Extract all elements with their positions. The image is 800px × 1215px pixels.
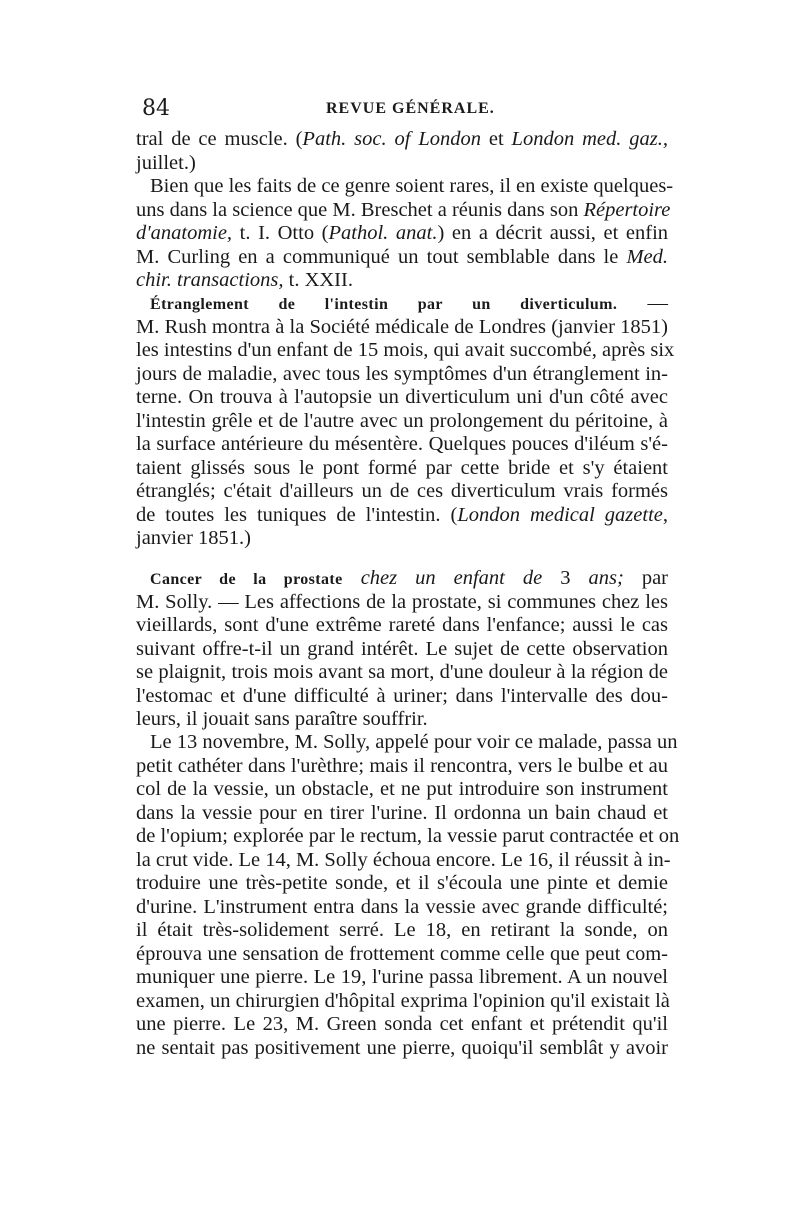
text-line: jours de maladie, avec tous les symptômes d'un étranglement in- — [136, 362, 668, 385]
running-title: REVUE GÉNÉRALE. — [326, 100, 495, 117]
text-line: troduire une très-petite sonde, et il s'écoula une pinte et demie — [136, 872, 668, 894]
section-heading: Étranglement de l'intestin par un diverticulum. — [150, 296, 618, 313]
text-line: il était très-solidement serré. Le 18, en retirant la sonde, on — [136, 919, 668, 941]
paragraph-muscle-citation — [136, 128, 668, 175]
text-line: une pierre. Le 23, M. Green sonda cet enfant et prétendit qu'il — [136, 1013, 668, 1035]
text-line: chir. transactions, t. XXII. — [136, 269, 353, 291]
text-line: juillet.) — [136, 151, 196, 174]
text-line: suivant offre-t-il un grand intérêt. Le sujet de cette observation — [136, 637, 668, 660]
text-line: col de la vessie, un obstacle, et ne put introduire son instrument — [136, 778, 668, 800]
text-line: la crut vide. Le 14, M. Solly échoua encore. Le 16, il réussit à in- — [136, 848, 671, 871]
text-line: éprouva une sensation de frottement comme celle que peut com- — [136, 942, 668, 965]
text-line: les intestins d'un enfant de 15 mois, qui avait succombé, après six — [136, 339, 675, 361]
text-line: étranglés; c'était d'ailleurs un de ces diverticulum vrais formés — [136, 480, 668, 502]
text-line: de l'opium; explorée par le rectum, la vessie parut contractée et on — [136, 825, 680, 847]
text-line: ne sentait pas positivement une pierre, quoiqu'il semblât y avoir — [136, 1036, 668, 1059]
text-line: leurs, il jouait sans paraître souffrir. — [136, 708, 428, 730]
text-line: Étranglement de l'intestin par un diverticulum. — — [150, 292, 669, 314]
text-line: de toutes les tuniques de l'intestin. (London medical gazette, — [136, 503, 668, 526]
text-line: d'anatomie, t. I. Otto (Pathol. anat.) en a décrit aussi, et enfin — [136, 222, 669, 244]
page-number: 84 — [142, 96, 170, 121]
paragraph-rare-cases — [136, 175, 674, 293]
text-line: Cancer de la prostate chez un enfant de 3 ans; par — [150, 567, 669, 589]
page-header — [142, 96, 666, 124]
text-line: Bien que les faits de ce genre soient rares, il en existe quelques- — [150, 175, 674, 197]
text-line: l'intestin grêle et de l'autre avec un prolongement du péritoine, à — [136, 409, 668, 432]
text-line: janvier 1851.) — [136, 527, 251, 549]
text-line: dans la vessie pour en tirer l'urine. Il ordonna un bain chaud et — [136, 801, 668, 824]
section-heading: Cancer de la prostate — [150, 571, 343, 588]
text-line: tral de ce muscle. (Path. soc. of London et London med. gaz., — [136, 128, 668, 150]
text-line: M. Curling en a communiqué un tout semblable dans le Med. — [136, 245, 668, 268]
text-line: la surface antérieure du mésentère. Quelques pouces d'iléum s'é- — [136, 433, 668, 455]
section-prostate-cancer — [136, 567, 668, 732]
text-line: muniquer une pierre. Le 19, l'urine passa librement. A un nouvel — [136, 966, 668, 988]
text-line: M. Solly. — Les affections de la prostate, si communes chez les — [136, 590, 668, 613]
paragraph-case-history — [136, 731, 680, 1060]
text-line: petit cathéter dans l'urèthre; mais il rencontra, vers le bulbe et au — [136, 754, 668, 777]
text-line: Le 13 novembre, M. Solly, appelé pour voir ce malade, passa un — [150, 731, 678, 753]
section-intestine-strangulation — [136, 292, 675, 551]
text-line: M. Rush montra à la Société médicale de Londres (janvier 1851) — [136, 315, 668, 338]
text-line: d'urine. L'instrument entra dans la vessie avec grande difficulté; — [136, 895, 668, 918]
text-line: se plaignit, trois mois avant sa mort, d'une douleur à la région de — [136, 661, 668, 683]
text-line: taient glissés sous le pont formé par cette bride et s'y étaient — [136, 456, 668, 479]
text-line: l'estomac et d'une difficulté à uriner; dans l'intervalle des dou- — [136, 684, 668, 707]
text-line: uns dans la science que M. Breschet a réunis dans son Répertoire — [136, 198, 671, 221]
text-line: examen, un chirurgien d'hôpital exprima l'opinion qu'il existait là — [136, 989, 670, 1012]
text-line: vieillards, sont d'une extrême rareté dans l'enfance; aussi le cas — [136, 614, 668, 636]
text-line: terne. On trouva à l'autopsie un diverticulum uni d'un côté avec — [136, 386, 668, 408]
